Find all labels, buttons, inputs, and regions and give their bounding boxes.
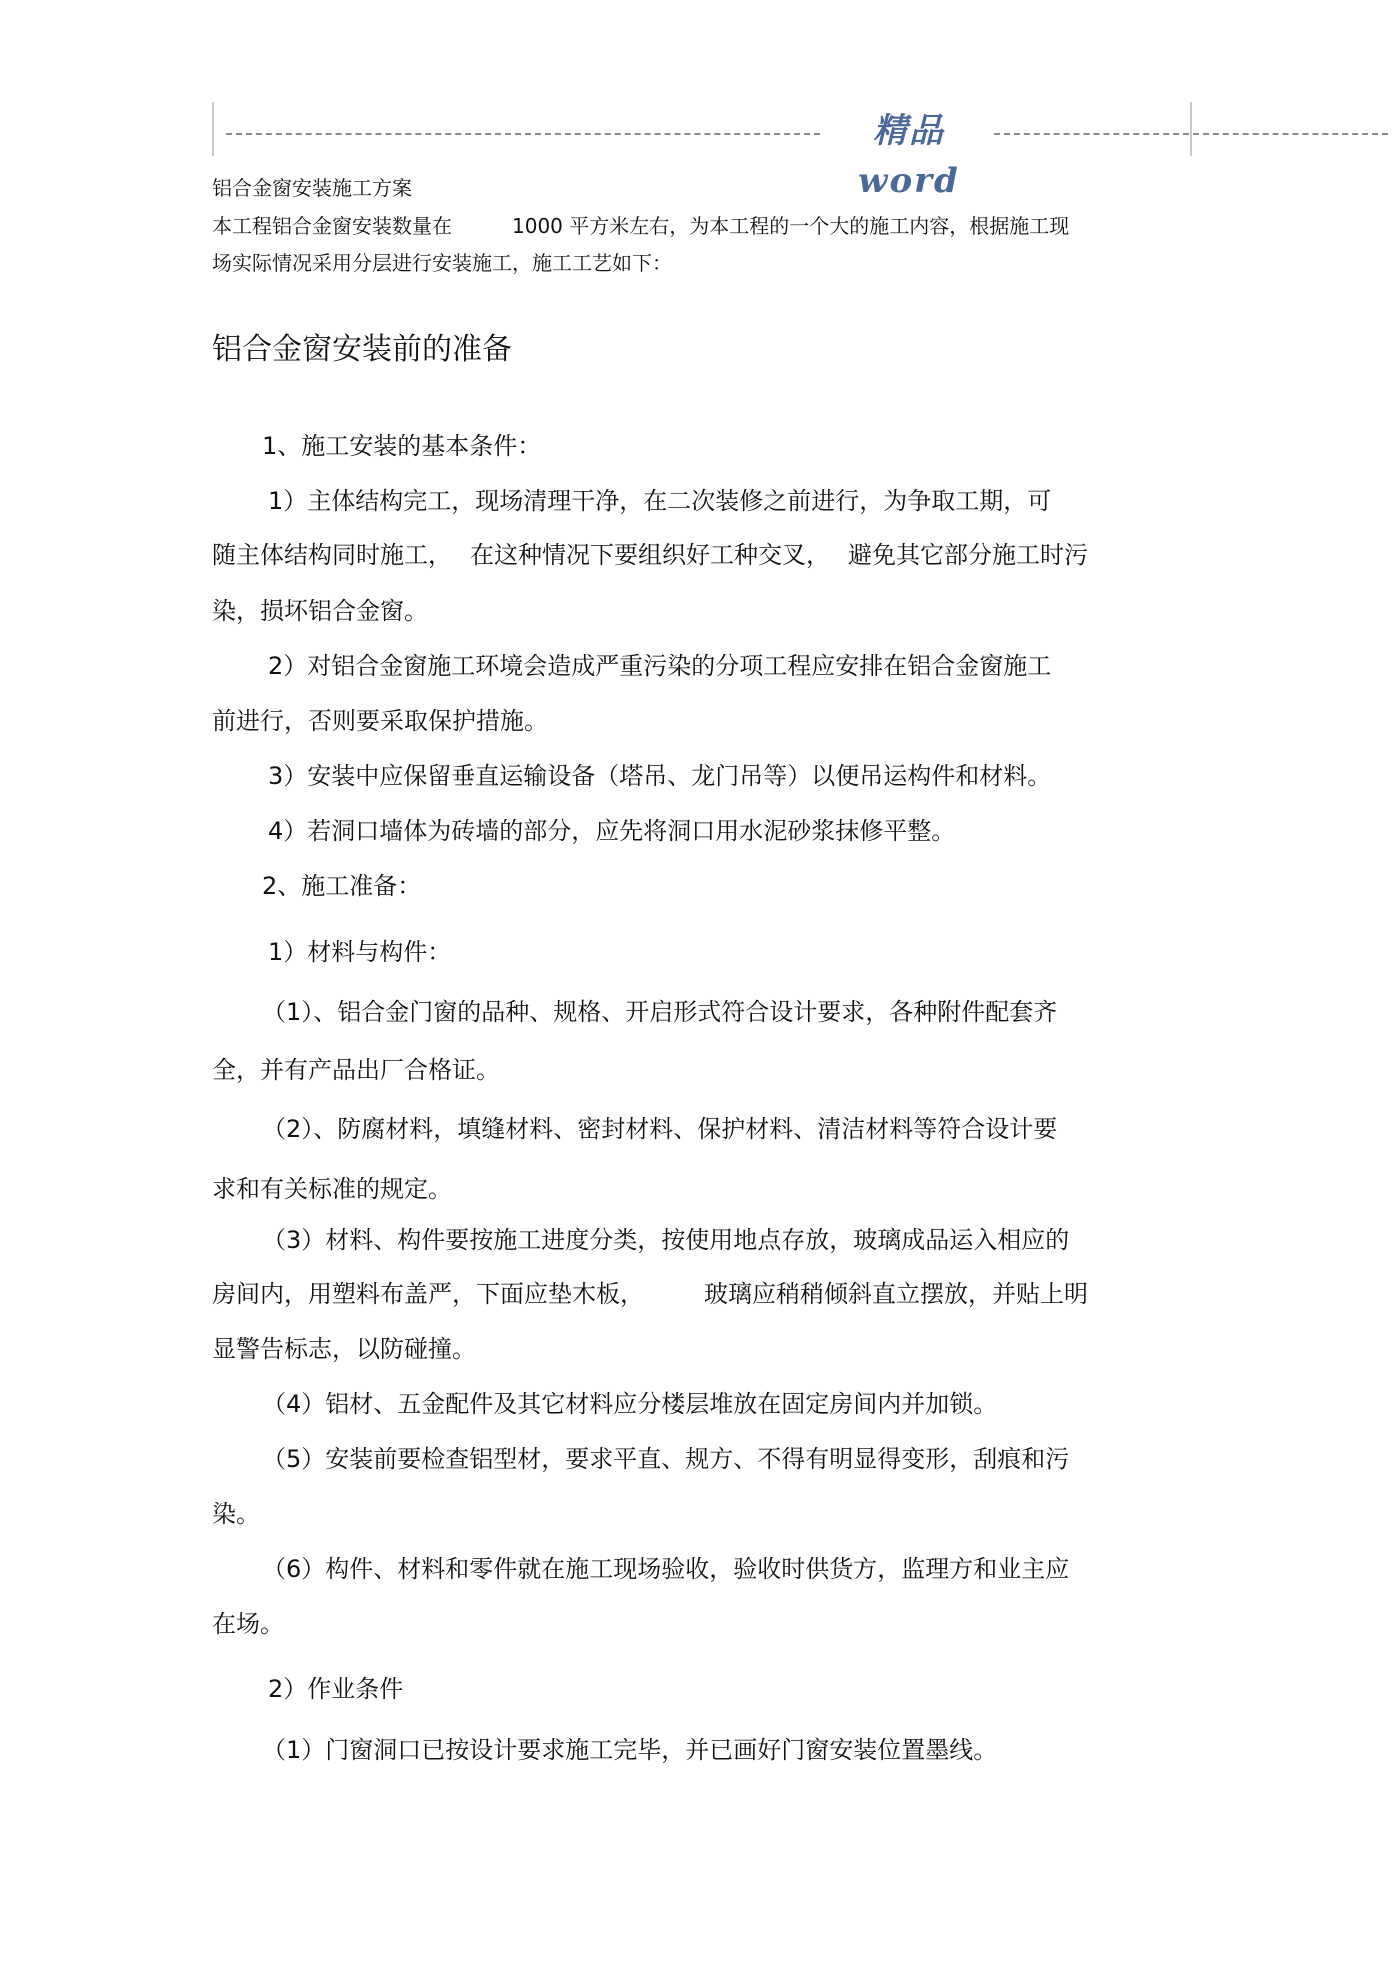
intro-line-1: [212, 214, 1069, 238]
paragraph-work-conditions-heading: 2）作业条件: [268, 1675, 404, 1703]
paragraph-item-1-line-2-b: 在这种情况下要组织好工种交叉，: [470, 541, 830, 569]
paragraph-item-1-line-1: 1）主体结构完工，现场清理干净，在二次装修之前进行，为争取工期，可: [268, 487, 1052, 515]
header-right-bar: [1190, 102, 1192, 156]
paragraph-material-3-line-2-b: 玻璃应稍稍倾斜直立摆放，并贴上明: [704, 1280, 1088, 1308]
paragraph-work-condition-1: （1）门窗洞口已按设计要求施工完毕，并已画好门窗安装位置墨线。: [262, 1736, 998, 1764]
paragraph-material-1-line-2: 全，并有产品出厂合格证。: [212, 1056, 500, 1084]
paragraph-item-4: 4）若洞口墙体为砖墙的部分，应先将洞口用水泥砂浆抹修平整。: [268, 817, 956, 845]
section-heading: 铝合金窗安装前的准备: [212, 332, 512, 367]
paragraph-item-2-line-1: 2）对铝合金窗施工环境会造成严重污染的分项工程应安排在铝合金窗施工: [268, 652, 1052, 680]
paragraph-material-3-line-2: [212, 1279, 1088, 1309]
paragraph-material-3-line-2-a: 房间内，用塑料布盖严，下面应垫木板，: [212, 1280, 644, 1308]
paragraph-item-1-line-2-c: 避免其它部分施工时污: [848, 541, 1088, 569]
header-left-bar: [212, 102, 214, 156]
header-brand-logo: 精品word: [858, 111, 960, 201]
header-dashed-rule-left: [226, 133, 820, 135]
paragraph-material-3-line-1: （3）材料、构件要按施工进度分类，按使用地点存放，玻璃成品运入相应的: [262, 1226, 1070, 1254]
intro-line-1-part-b: 1000 平方米左右，为本工程的一个大的施工内容，根据施工现: [512, 214, 1070, 238]
paragraph-construction-prep: 2、施工准备：: [262, 872, 422, 900]
paragraph-item-1-line-3: 染，损坏铝合金窗。: [212, 597, 428, 625]
paragraph-item-2-line-2: 前进行，否则要采取保护措施。: [212, 707, 548, 735]
paragraph-basic-conditions: 1、施工安装的基本条件：: [262, 432, 542, 460]
paragraph-material-3-line-3: 显警告标志，以防碰撞。: [212, 1335, 476, 1363]
paragraph-material-6-line-2: 在场。: [212, 1610, 284, 1638]
paragraph-material-2-line-1: （2）、防腐材料，填缝材料、密封材料、保护材料、清洁材料等符合设计要: [262, 1115, 1058, 1143]
paragraph-material-5-line-1: （5）安装前要检查铝型材，要求平直、规方、不得有明显得变形，刮痕和污: [262, 1445, 1070, 1473]
document-title: 铝合金窗安装施工方案: [212, 176, 412, 200]
paragraph-item-3: 3）安装中应保留垂直运输设备（塔吊、龙门吊等）以便吊运构件和材料。: [268, 762, 1052, 790]
paragraph-material-1-line-1: （1）、铝合金门窗的品种、规格、开启形式符合设计要求，各种附件配套齐: [262, 998, 1058, 1026]
paragraph-material-5-line-2: 染。: [212, 1500, 260, 1528]
intro-line-1-part-a: 本工程铝合金窗安装数量在: [212, 214, 452, 238]
paragraph-materials-heading: 1）材料与构件：: [268, 938, 452, 966]
paragraph-material-4: （4）铝材、五金配件及其它材料应分楼层堆放在固定房间内并加锁。: [262, 1390, 998, 1418]
paragraph-material-6-line-1: （6）构件、材料和零件就在施工现场验收，验收时供货方，监理方和业主应: [262, 1555, 1070, 1583]
paragraph-item-1-line-2-a: 随主体结构同时施工，: [212, 541, 452, 569]
paragraph-item-1-line-2: [212, 540, 1088, 570]
intro-line-2: 场实际情况采用分层进行安装施工，施工工艺如下：: [212, 251, 672, 275]
paragraph-material-2-line-2: 求和有关标准的规定。: [212, 1175, 452, 1203]
